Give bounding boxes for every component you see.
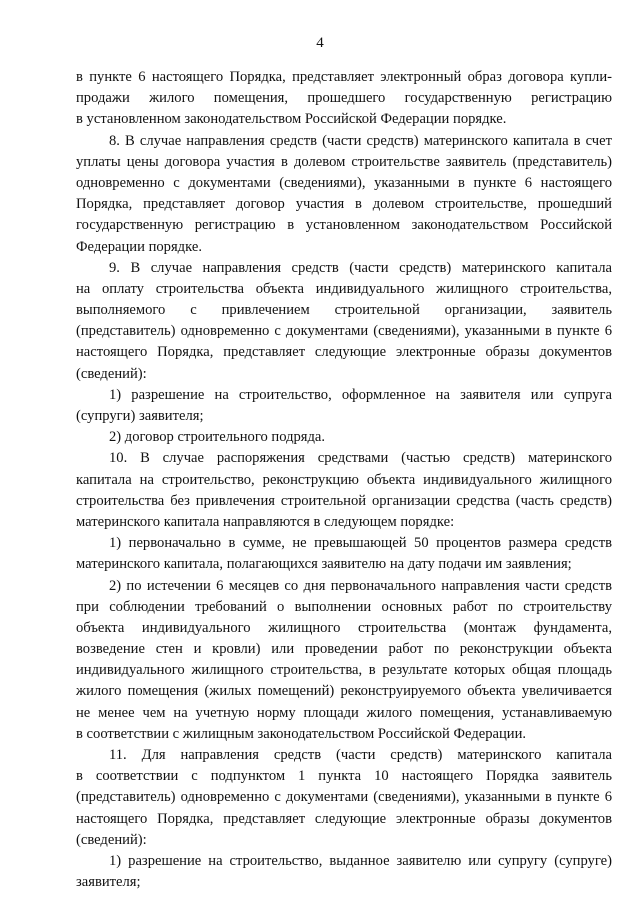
text-line: 8. В случае направления средств (части средств) материнского капитала в счет (109, 132, 612, 149)
text-line: (представитель) одновременно с документами (сведениями), указанными в пункте 6 (76, 323, 612, 340)
text-line: индивидуального жилищного строительства, в результате которых общая площадь (76, 662, 612, 679)
text-line: 9. В случае направления средств (части средств) материнского капитала (109, 259, 612, 276)
page-number: 4 (316, 35, 324, 51)
text-line: в соответствии с подпунктом 1 пункта 10 настоящего Порядка заявитель (76, 768, 612, 785)
text-line: 1) разрешение на строительство, выданное заявителю или супругу (супруге) (109, 852, 612, 869)
text-line: материнского капитала, полагающихся заявителю на дату подачи им заявления; (76, 556, 572, 573)
text-line: в соответствии с жилищным законодательством Российской Федерации. (76, 725, 527, 742)
text-line: продажи жилого помещения, прошедшего государственную регистрацию (76, 90, 612, 107)
text-line: (супруги) заявителя; (76, 408, 204, 424)
text-line: капитала на строительство, реконструкцию объекта индивидуального жилищного (76, 471, 612, 488)
text-line: 11. Для направления средств (части средств) материнского капитала (109, 747, 612, 763)
text-line: 2) по истечении 6 месяцев со дня первоначального направления части средств (109, 577, 612, 594)
text-line: не менее чем на учетную норму площади жилого помещения, устанавливаемую (76, 704, 612, 721)
text-line: настоящего Порядка, представляет следующие электронные образы документов (76, 344, 612, 361)
text-line: в установленном законодательством Российской Федерации порядке. (76, 111, 507, 128)
text-line: строительства без привлечения строительной организации средства (часть средств) (76, 492, 612, 509)
text-line: одновременно с документами (сведениями), указанными в пункте 6 настоящего (76, 174, 612, 191)
text-line: 10. В случае распоряжения средствами (частью средств) материнского (109, 450, 612, 467)
document-body (76, 67, 612, 893)
text-line: государственную регистрацию в установленном законодательством Российской (76, 217, 612, 234)
text-line: 2) договор строительного подряда. (109, 429, 326, 446)
text-line: объекта индивидуального жилищного строительства (монтаж фундамента, (76, 619, 612, 636)
text-line: выполняемого с привлечением строительной организации, заявитель (76, 302, 612, 319)
text-line: возведение стен и кровли) или проведении работ по реконструкции объекта (76, 641, 612, 658)
text-line: Порядка, представляет договор участия в долевом строительстве, прошедший (76, 196, 612, 213)
text-line: (сведений): (76, 831, 147, 848)
text-line: заявителя; (76, 874, 141, 891)
text-line: материнского капитала направляются в следующем порядке: (76, 513, 455, 530)
text-line: жилого помещения (жилых помещений) реконструируемого объекта увеличивается (76, 683, 612, 700)
text-line: Федерации порядке. (76, 238, 202, 255)
text-line: уплаты цены договора участия в долевом строительстве заявитель (представитель) (76, 153, 612, 170)
text-line: 1) разрешение на строительство, оформленное на заявителя или супруга (109, 386, 612, 403)
text-line: в пункте 6 настоящего Порядка, представляет электронный образ договора купли- (76, 69, 612, 85)
text-line: (представитель) одновременно с документами (сведениями), указанными в пункте 6 (76, 789, 612, 806)
text-line: при соблюдении требований о выполнении основных работ по строительству (76, 598, 612, 615)
text-line: настоящего Порядка, представляет следующие электронные образы документов (76, 810, 612, 827)
text-line: 1) первоначально в сумме, не превышающей 50 процентов размера средств (109, 535, 612, 552)
text-line: на оплату строительства объекта индивидуального жилищного строительства, (76, 280, 612, 297)
text-line: (сведений): (76, 365, 147, 382)
